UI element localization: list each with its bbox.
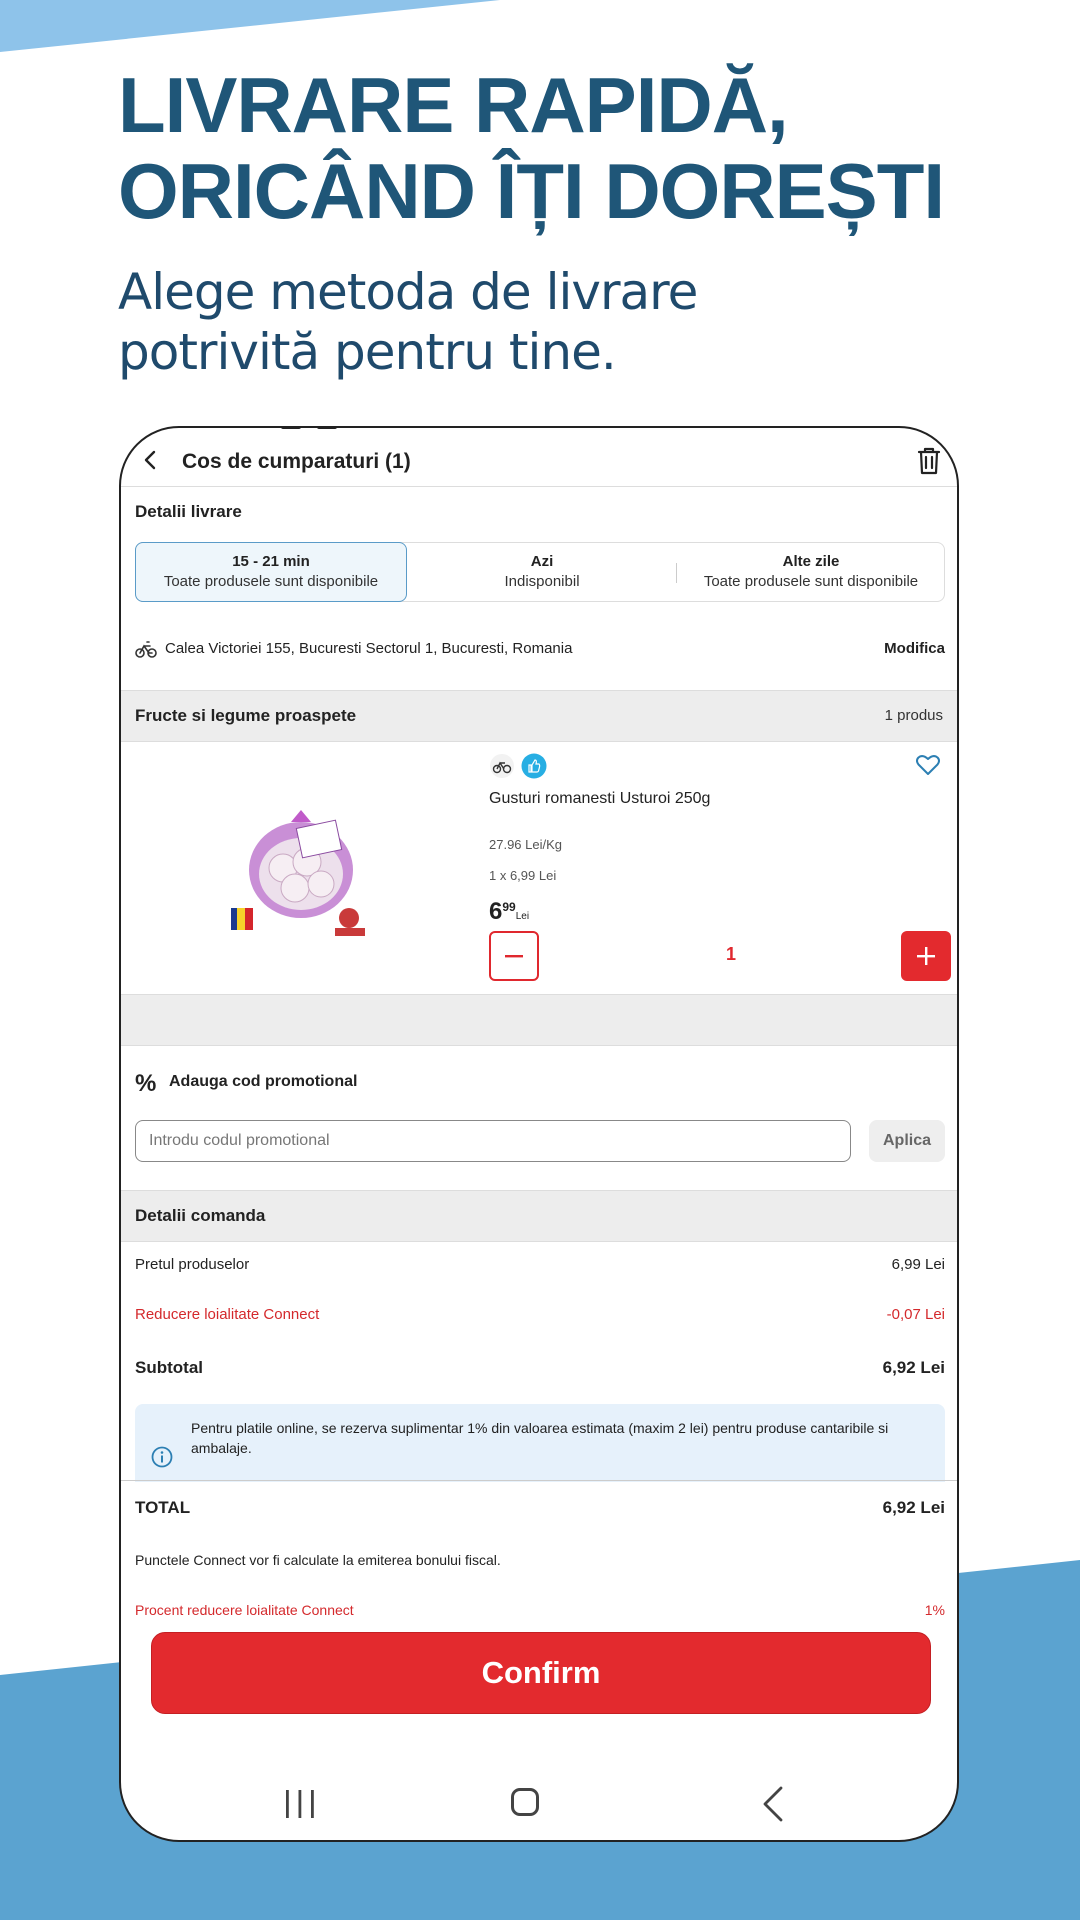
total-row	[135, 1498, 945, 1518]
delivery-option-subtitle: Toate produsele sunt disponibile	[163, 573, 379, 590]
confirm-order-button[interactable]: Confirm	[151, 1632, 931, 1714]
thumbs-up-icon	[521, 753, 547, 779]
product-name[interactable]: Gusturi romanesti Usturoi 250g	[489, 790, 711, 807]
product-unit-price: 27.96 Lei/Kg	[489, 837, 563, 852]
order-details-header	[121, 1190, 957, 1242]
page-title: Cos de cumparaturi (1)	[182, 450, 411, 473]
info-icon	[151, 1446, 173, 1468]
delivery-option-subtitle: Indisponibil	[504, 573, 580, 590]
delivery-option-title: Azi	[530, 553, 554, 570]
subtotal-value: 6,92 Lei	[882, 1358, 945, 1377]
product-qty-price: 1 x 6,99 Lei	[489, 868, 557, 883]
modify-address-link[interactable]: Modifica	[884, 640, 945, 657]
top-decor-stripe	[0, 0, 1080, 60]
promo-headline-line1: LIVRARE RAPIDĂ,	[118, 61, 788, 149]
products-price-row	[135, 1256, 945, 1273]
price-decimals: 99	[502, 900, 516, 914]
promo-subtitle	[118, 262, 697, 382]
promo-code-title: Adauga cod promotional	[169, 1073, 358, 1090]
delivery-option-subtitle: Toate produsele sunt disponibile	[703, 573, 919, 590]
promo-headline	[118, 62, 944, 234]
products-price-value: 6,99 Lei	[891, 1256, 945, 1273]
apply-promo-button[interactable]: Aplica	[869, 1120, 945, 1162]
info-divider	[121, 1480, 957, 1481]
delivery-section-title: Detalii livrare	[135, 502, 242, 521]
delivery-option-express[interactable]	[135, 542, 407, 602]
minus-icon	[504, 955, 524, 958]
total-label: TOTAL	[135, 1498, 191, 1517]
loyalty-percent-label: Procent reducere loialitate Connect	[135, 1602, 354, 1618]
bicycle-courier-icon	[135, 639, 157, 659]
delivery-option-today[interactable]	[407, 543, 677, 601]
price-currency: Lei	[515, 911, 530, 922]
subtotal-row	[135, 1358, 945, 1378]
back-arrow-icon[interactable]	[139, 448, 163, 472]
price-integer: 6	[489, 898, 503, 925]
recent-apps-icon[interactable]	[283, 1788, 317, 1820]
product-quantity: 1	[725, 944, 736, 964]
delivery-options	[135, 542, 945, 602]
promo-subtitle-line2: potrivită pentru tine.	[118, 323, 616, 381]
delivery-option-title: Alte zile	[782, 553, 840, 570]
points-note: Punctele Connect vor fi calculate la emiterea bonului fiscal.	[135, 1552, 501, 1568]
category-count: 1 produs	[884, 707, 943, 724]
header-divider	[121, 486, 957, 487]
delivery-address-row	[135, 636, 945, 662]
delivery-option-other-days[interactable]	[677, 543, 945, 601]
category-name: Fructe si legume proaspete	[135, 706, 357, 725]
total-value: 6,92 Lei	[882, 1498, 945, 1517]
camera-notch	[281, 426, 341, 430]
subtotal-label: Subtotal	[135, 1358, 203, 1377]
loyalty-discount-row	[135, 1306, 945, 1323]
bicycle-delivery-icon	[489, 753, 515, 779]
system-navigation-bar	[121, 1748, 957, 1842]
promo-subtitle-line1: Alege metoda de livrare	[118, 263, 698, 321]
section-separator	[121, 994, 957, 1046]
loyalty-discount-value: -0,07 Lei	[886, 1306, 945, 1323]
product-image	[231, 808, 371, 948]
favorite-heart-icon[interactable]	[915, 753, 941, 777]
delivery-address: Calea Victoriei 155, Bucuresti Sectorul 1, Bucuresti, Romania	[165, 640, 573, 657]
loyalty-discount-label: Reducere loialitate Connect	[135, 1306, 320, 1323]
promo-headline-line2: ORICÂND ÎȚI DOREȘTI	[118, 147, 945, 235]
product-price	[489, 898, 529, 926]
trash-icon[interactable]	[915, 446, 943, 476]
decrease-quantity-button[interactable]	[489, 931, 539, 981]
promo-code-input[interactable]: Introdu codul promotional	[135, 1120, 851, 1162]
online-payment-info	[135, 1404, 945, 1482]
plus-icon	[916, 946, 936, 966]
system-back-icon[interactable]	[761, 1786, 785, 1822]
category-header	[121, 690, 957, 742]
online-payment-info-text: Pentru platile online, se rezerva suplimentar 1% din valoarea estimata (maxim 2 lei) pentru produse cantaribile si ambalaje.	[191, 1420, 889, 1456]
percent-icon: %	[135, 1070, 157, 1097]
products-price-label: Pretul produselor	[135, 1256, 250, 1273]
order-details-title: Detalii comanda	[135, 1206, 266, 1225]
increase-quantity-button[interactable]	[901, 931, 951, 981]
loyalty-percent-value: 1%	[924, 1602, 945, 1618]
delivery-option-title: 15 - 21 min	[232, 553, 310, 570]
home-icon[interactable]	[511, 1788, 539, 1816]
loyalty-percent-row	[135, 1602, 945, 1618]
phone-frame	[119, 426, 959, 1842]
